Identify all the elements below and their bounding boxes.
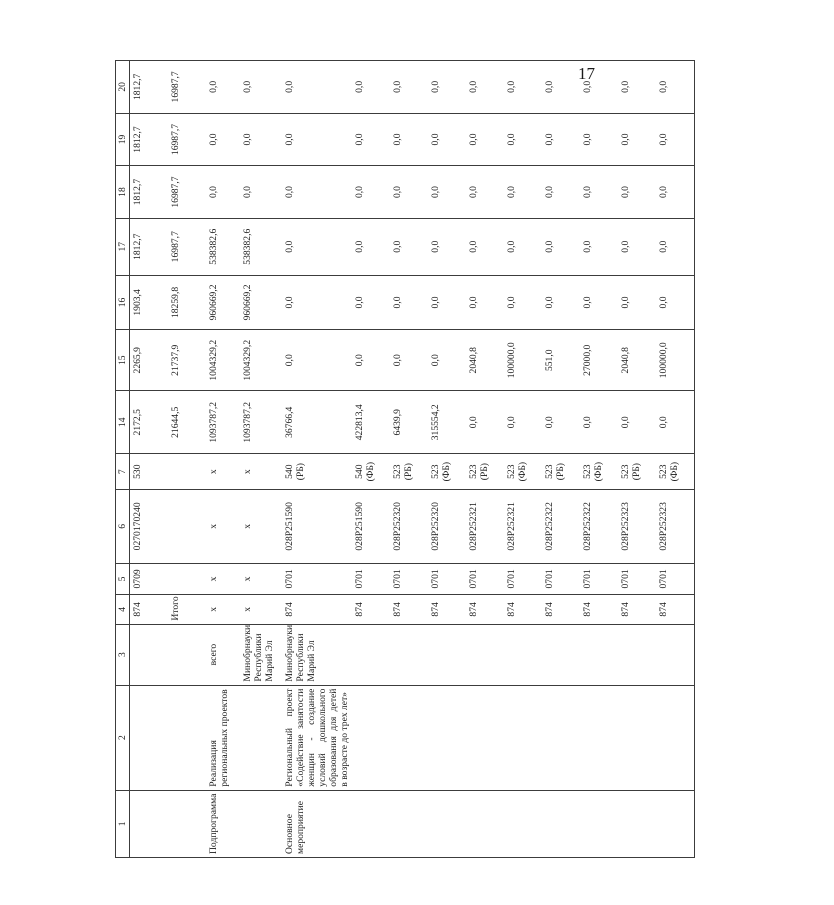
cell-name bbox=[580, 685, 618, 790]
table-row bbox=[390, 61, 428, 858]
cell-grbs: 874 bbox=[656, 595, 695, 624]
cell-value: 0,0 bbox=[542, 166, 580, 219]
cell-value: 0,0 bbox=[390, 275, 428, 330]
cell-name bbox=[618, 685, 656, 790]
cell-grbs: 874 bbox=[580, 595, 618, 624]
cell-value: 0,0 bbox=[504, 275, 542, 330]
cell-rzpr: 0701 bbox=[390, 563, 428, 595]
cell-value: 16987,7 bbox=[168, 166, 206, 219]
cell-grbs: Итого bbox=[168, 595, 206, 624]
table-row bbox=[352, 61, 390, 858]
cell-rzpr: 0701 bbox=[542, 563, 580, 595]
cell-value: 538382,6 bbox=[206, 218, 240, 275]
cell-value: 315554,2 bbox=[428, 391, 466, 454]
col-header: 16 bbox=[116, 275, 130, 330]
cell-grbs: 874 bbox=[282, 595, 352, 624]
cell-value: 2265,9 bbox=[130, 330, 169, 391]
cell-value: 0,0 bbox=[618, 61, 656, 114]
cell-name bbox=[656, 685, 695, 790]
cell-value: 16987,7 bbox=[168, 113, 206, 166]
cell-csr: х bbox=[206, 490, 240, 564]
cell-name bbox=[466, 685, 504, 790]
cell-value: 0,0 bbox=[428, 330, 466, 391]
cell-executor bbox=[618, 624, 656, 685]
table-row bbox=[206, 61, 240, 858]
col-header: 2 bbox=[116, 685, 130, 790]
cell-value: 0,0 bbox=[580, 218, 618, 275]
cell-vr: х bbox=[240, 454, 282, 490]
cell-value: 0,0 bbox=[542, 61, 580, 114]
cell-value: 0,0 bbox=[352, 61, 390, 114]
cell-vr: 523 (ФБ) bbox=[656, 454, 695, 490]
cell-executor bbox=[504, 624, 542, 685]
cell-vr: 540 (ФБ) bbox=[352, 454, 390, 490]
cell-grbs: х bbox=[240, 595, 282, 624]
cell-rzpr: 0701 bbox=[466, 563, 504, 595]
cell-value: 0,0 bbox=[206, 61, 240, 114]
cell-value: 0,0 bbox=[504, 113, 542, 166]
cell-executor bbox=[542, 624, 580, 685]
cell-name bbox=[130, 685, 169, 790]
cell-value: 0,0 bbox=[542, 275, 580, 330]
cell-value: 0,0 bbox=[542, 218, 580, 275]
cell-vr: 540 (РБ) bbox=[282, 454, 352, 490]
cell-value: 27000,0 bbox=[580, 330, 618, 391]
cell-vr bbox=[168, 454, 206, 490]
cell-vr: 530 bbox=[130, 454, 169, 490]
cell-value: 1812,7 bbox=[130, 113, 169, 166]
table-row bbox=[428, 61, 466, 858]
cell-value: 0,0 bbox=[580, 275, 618, 330]
table-row bbox=[618, 61, 656, 858]
table-row bbox=[168, 61, 206, 858]
cell-value: 0,0 bbox=[466, 113, 504, 166]
cell-value: 0,0 bbox=[466, 166, 504, 219]
cell-value: 0,0 bbox=[466, 61, 504, 114]
table-row bbox=[466, 61, 504, 858]
col-header: 1 bbox=[116, 790, 130, 857]
cell-value: 0,0 bbox=[390, 218, 428, 275]
table-row bbox=[656, 61, 695, 858]
cell-value: 0,0 bbox=[352, 218, 390, 275]
col-header: 3 bbox=[116, 624, 130, 685]
cell-rzpr: 0709 bbox=[130, 563, 169, 595]
cell-level bbox=[168, 790, 206, 857]
cell-value: 18259,8 bbox=[168, 275, 206, 330]
budget-table bbox=[115, 60, 695, 858]
cell-name: Региональный проект «Содействие занятости женщин - создание условий дошкольного образования для детей в возрасте до трех лет» bbox=[282, 685, 352, 790]
cell-value: 0,0 bbox=[206, 166, 240, 219]
cell-name bbox=[428, 685, 466, 790]
table-row bbox=[282, 61, 352, 858]
cell-value: 0,0 bbox=[352, 330, 390, 391]
cell-vr: 523 (РБ) bbox=[542, 454, 580, 490]
cell-value: 1004329,2 bbox=[240, 330, 282, 391]
cell-level bbox=[656, 790, 695, 857]
cell-value: 0,0 bbox=[580, 166, 618, 219]
cell-value: 16987,7 bbox=[168, 61, 206, 114]
col-header: 6 bbox=[116, 490, 130, 564]
cell-value: 0,0 bbox=[428, 218, 466, 275]
cell-value: 0,0 bbox=[390, 113, 428, 166]
cell-level bbox=[618, 790, 656, 857]
page-number: 17 bbox=[578, 64, 595, 83]
cell-value: 2040,8 bbox=[618, 330, 656, 391]
cell-value: 1004329,2 bbox=[206, 330, 240, 391]
cell-grbs: 874 bbox=[352, 595, 390, 624]
cell-value: 0,0 bbox=[282, 218, 352, 275]
table-row bbox=[240, 61, 282, 858]
cell-name bbox=[240, 685, 282, 790]
cell-level: Подпрограмма bbox=[206, 790, 240, 857]
cell-value: 0,0 bbox=[656, 113, 695, 166]
cell-vr: 523 (РБ) bbox=[618, 454, 656, 490]
cell-name bbox=[504, 685, 542, 790]
cell-grbs: 874 bbox=[542, 595, 580, 624]
cell-rzpr: 0701 bbox=[504, 563, 542, 595]
cell-executor bbox=[130, 624, 169, 685]
cell-value: 0,0 bbox=[390, 330, 428, 391]
cell-value: 0,0 bbox=[618, 275, 656, 330]
cell-level bbox=[130, 790, 169, 857]
cell-csr: 028Р252320 bbox=[428, 490, 466, 564]
cell-executor bbox=[656, 624, 695, 685]
cell-name bbox=[168, 685, 206, 790]
cell-name bbox=[542, 685, 580, 790]
cell-rzpr bbox=[168, 563, 206, 595]
cell-grbs: х bbox=[206, 595, 240, 624]
cell-value: 16987,7 bbox=[168, 218, 206, 275]
table-row bbox=[504, 61, 542, 858]
cell-level bbox=[428, 790, 466, 857]
cell-csr: 028Р252323 bbox=[656, 490, 695, 564]
cell-level bbox=[352, 790, 390, 857]
cell-csr: 0270170240 bbox=[130, 490, 169, 564]
cell-value: 0,0 bbox=[240, 113, 282, 166]
cell-value: 1093787,2 bbox=[206, 391, 240, 454]
cell-value: 1093787,2 bbox=[240, 391, 282, 454]
table-row bbox=[542, 61, 580, 858]
table-row bbox=[580, 61, 618, 858]
cell-value: 0,0 bbox=[428, 113, 466, 166]
cell-value: 538382,6 bbox=[240, 218, 282, 275]
cell-value: 0,0 bbox=[580, 61, 618, 114]
cell-value: 0,0 bbox=[656, 218, 695, 275]
cell-value: 0,0 bbox=[466, 391, 504, 454]
cell-level bbox=[580, 790, 618, 857]
cell-csr bbox=[168, 490, 206, 564]
cell-value: 0,0 bbox=[504, 166, 542, 219]
cell-name: Реализация региональных проектов bbox=[206, 685, 240, 790]
col-header: 18 bbox=[116, 166, 130, 219]
col-header: 19 bbox=[116, 113, 130, 166]
col-header: 20 bbox=[116, 61, 130, 114]
cell-value: 0,0 bbox=[282, 113, 352, 166]
cell-value: 0,0 bbox=[618, 166, 656, 219]
cell-value: 36766,4 bbox=[282, 391, 352, 454]
cell-rzpr: 0701 bbox=[618, 563, 656, 595]
cell-value: 0,0 bbox=[282, 166, 352, 219]
cell-rzpr: 0701 bbox=[352, 563, 390, 595]
cell-value: 0,0 bbox=[618, 218, 656, 275]
cell-grbs: 874 bbox=[618, 595, 656, 624]
cell-executor bbox=[168, 624, 206, 685]
cell-value: 6439,9 bbox=[390, 391, 428, 454]
cell-value: 0,0 bbox=[504, 218, 542, 275]
cell-value: 0,0 bbox=[428, 166, 466, 219]
cell-value: 0,0 bbox=[428, 61, 466, 114]
cell-value: 0,0 bbox=[580, 391, 618, 454]
cell-level: Основное мероприятие bbox=[282, 790, 352, 857]
cell-value: 0,0 bbox=[282, 330, 352, 391]
cell-value: 21644,5 bbox=[168, 391, 206, 454]
cell-name bbox=[390, 685, 428, 790]
cell-value: 0,0 bbox=[542, 391, 580, 454]
cell-csr: 028Р252320 bbox=[390, 490, 428, 564]
cell-name bbox=[352, 685, 390, 790]
cell-executor bbox=[390, 624, 428, 685]
cell-csr: 028Р252323 bbox=[618, 490, 656, 564]
cell-value: 2040,8 bbox=[466, 330, 504, 391]
cell-grbs: 874 bbox=[130, 595, 169, 624]
cell-value: 960669,2 bbox=[206, 275, 240, 330]
col-header: 15 bbox=[116, 330, 130, 391]
cell-level bbox=[240, 790, 282, 857]
cell-rzpr: х bbox=[206, 563, 240, 595]
cell-value: 0,0 bbox=[352, 113, 390, 166]
cell-level bbox=[542, 790, 580, 857]
col-header: 5 bbox=[116, 563, 130, 595]
cell-value: 0,0 bbox=[656, 61, 695, 114]
cell-value: 0,0 bbox=[240, 166, 282, 219]
cell-level bbox=[504, 790, 542, 857]
cell-value: 0,0 bbox=[618, 391, 656, 454]
cell-grbs: 874 bbox=[504, 595, 542, 624]
cell-value: 0,0 bbox=[282, 275, 352, 330]
cell-vr: 523 (ФБ) bbox=[580, 454, 618, 490]
cell-value: 0,0 bbox=[352, 275, 390, 330]
cell-value: 0,0 bbox=[580, 113, 618, 166]
cell-csr: 028Р252321 bbox=[466, 490, 504, 564]
cell-value: 0,0 bbox=[656, 166, 695, 219]
cell-executor bbox=[580, 624, 618, 685]
cell-value: 551,0 bbox=[542, 330, 580, 391]
cell-value: 21737,9 bbox=[168, 330, 206, 391]
cell-grbs: 874 bbox=[428, 595, 466, 624]
cell-csr: 028Р252321 bbox=[504, 490, 542, 564]
cell-rzpr: 0701 bbox=[428, 563, 466, 595]
cell-value: 0,0 bbox=[428, 275, 466, 330]
cell-executor bbox=[428, 624, 466, 685]
cell-value: 2172,5 bbox=[130, 391, 169, 454]
cell-value: 1903,4 bbox=[130, 275, 169, 330]
cell-vr: 523 (РБ) bbox=[390, 454, 428, 490]
col-header: 17 bbox=[116, 218, 130, 275]
cell-executor: всего bbox=[206, 624, 240, 685]
cell-level bbox=[390, 790, 428, 857]
header-row bbox=[116, 61, 130, 858]
cell-vr: 523 (РБ) bbox=[466, 454, 504, 490]
cell-csr: 028Р251590 bbox=[282, 490, 352, 564]
cell-value: 0,0 bbox=[656, 391, 695, 454]
cell-value: 0,0 bbox=[352, 166, 390, 219]
cell-rzpr: х bbox=[240, 563, 282, 595]
col-header: 7 bbox=[116, 454, 130, 490]
cell-rzpr: 0701 bbox=[656, 563, 695, 595]
cell-value: 100000,0 bbox=[504, 330, 542, 391]
table-row bbox=[130, 61, 169, 858]
cell-rzpr: 0701 bbox=[282, 563, 352, 595]
cell-value: 0,0 bbox=[466, 218, 504, 275]
cell-value: 1812,7 bbox=[130, 61, 169, 114]
cell-csr: 028Р251590 bbox=[352, 490, 390, 564]
cell-value: 0,0 bbox=[240, 61, 282, 114]
cell-value: 0,0 bbox=[466, 275, 504, 330]
cell-value: 0,0 bbox=[504, 61, 542, 114]
cell-level bbox=[466, 790, 504, 857]
cell-value: 0,0 bbox=[282, 61, 352, 114]
col-header: 4 bbox=[116, 595, 130, 624]
cell-grbs: 874 bbox=[466, 595, 504, 624]
cell-value: 100000,0 bbox=[656, 330, 695, 391]
cell-grbs: 874 bbox=[390, 595, 428, 624]
cell-value: 422813,4 bbox=[352, 391, 390, 454]
cell-vr: 523 (ФБ) bbox=[504, 454, 542, 490]
cell-value: 0,0 bbox=[504, 391, 542, 454]
cell-csr: 028Р252322 bbox=[580, 490, 618, 564]
cell-value: 0,0 bbox=[206, 113, 240, 166]
cell-executor bbox=[466, 624, 504, 685]
cell-value: 1812,7 bbox=[130, 166, 169, 219]
cell-value: 0,0 bbox=[618, 113, 656, 166]
cell-executor bbox=[352, 624, 390, 685]
rotated-table-container bbox=[115, 60, 834, 858]
cell-rzpr: 0701 bbox=[580, 563, 618, 595]
cell-executor: Минобрнауки Республики Марий Эл bbox=[240, 624, 282, 685]
cell-value: 1812,7 bbox=[130, 218, 169, 275]
cell-vr: х bbox=[206, 454, 240, 490]
cell-vr: 523 (ФБ) bbox=[428, 454, 466, 490]
cell-executor: Минобрнауки Республики Марий Эл bbox=[282, 624, 352, 685]
cell-csr: 028Р252322 bbox=[542, 490, 580, 564]
col-header: 14 bbox=[116, 391, 130, 454]
cell-value: 0,0 bbox=[542, 113, 580, 166]
cell-value: 0,0 bbox=[390, 61, 428, 114]
cell-csr: х bbox=[240, 490, 282, 564]
cell-value: 0,0 bbox=[656, 275, 695, 330]
cell-value: 960669,2 bbox=[240, 275, 282, 330]
cell-value: 0,0 bbox=[390, 166, 428, 219]
